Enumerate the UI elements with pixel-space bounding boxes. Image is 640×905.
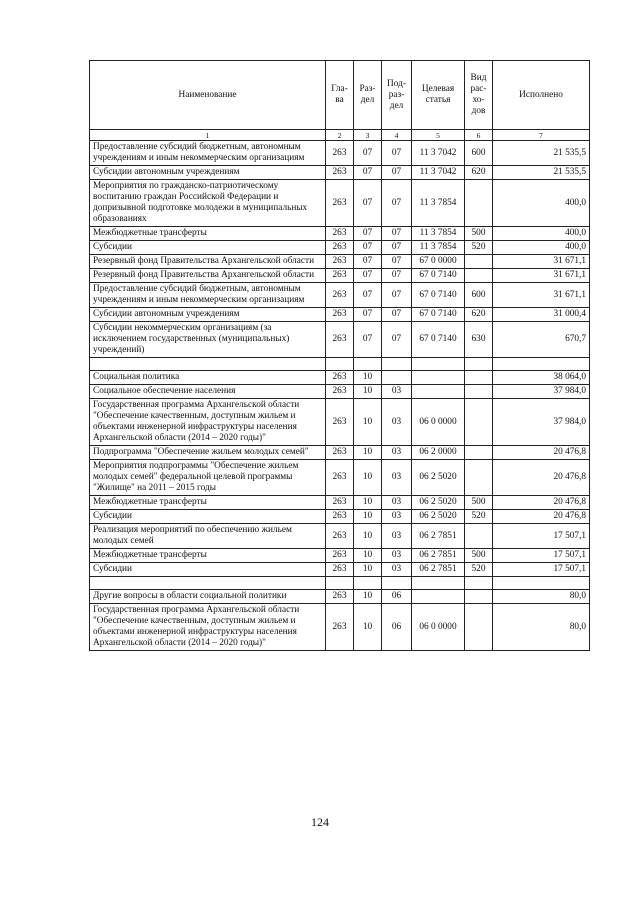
empty-cell [326,577,354,590]
empty-cell [326,358,354,371]
row-podrazdel: 03 [382,563,412,577]
row-razdel: 07 [354,255,382,269]
row-podrazdel: 03 [382,549,412,563]
row-glava: 263 [326,180,354,227]
row-amount: 20 476,8 [493,496,590,510]
row-razdel: 10 [354,446,382,460]
row-amount: 400,0 [493,180,590,227]
row-razdel: 10 [354,563,382,577]
row-target-article: 06 2 0000 [412,446,465,460]
row-razdel: 10 [354,385,382,399]
header-razdel: Раз- дел [354,61,382,130]
row-amount: 670,7 [493,322,590,358]
row-glava: 263 [326,283,354,308]
row-glava: 263 [326,255,354,269]
row-glava: 263 [326,371,354,385]
row-name: Государственная программа Архангельской области "Обеспечение качественным, доступным жильем и объектами инженерной инфраструктуры населения Архангельской области (2014 – 2020 годы)" [90,604,326,651]
row-target-article: 06 2 5020 [412,460,465,496]
row-name: Межбюджетные трансферты [90,496,326,510]
table-row [90,371,590,385]
row-expense-type: 600 [465,141,493,166]
budget-table [89,60,590,651]
row-amount: 21 535,5 [493,141,590,166]
row-amount: 20 476,8 [493,446,590,460]
row-podrazdel: 07 [382,241,412,255]
table-row [90,166,590,180]
row-glava: 263 [326,590,354,604]
row-razdel: 07 [354,241,382,255]
row-amount: 20 476,8 [493,460,590,496]
table-row [90,322,590,358]
row-podrazdel: 07 [382,180,412,227]
empty-cell [493,358,590,371]
row-glava: 263 [326,549,354,563]
row-target-article: 67 0 7140 [412,308,465,322]
row-podrazdel: 03 [382,510,412,524]
row-expense-type: 620 [465,166,493,180]
header-executed: Исполнено [493,61,590,130]
row-target-article: 06 2 5020 [412,510,465,524]
row-glava: 263 [326,446,354,460]
row-target-article: 06 2 7851 [412,563,465,577]
row-target-article: 06 2 7851 [412,524,465,549]
table-row [90,241,590,255]
row-razdel: 10 [354,549,382,563]
row-podrazdel: 03 [382,385,412,399]
header-row [90,61,590,130]
table-row [90,180,590,227]
column-number-row [90,130,590,141]
row-target-article: 67 0 7140 [412,283,465,308]
row-expense-type [465,399,493,446]
row-expense-type: 520 [465,563,493,577]
empty-cell [382,358,412,371]
empty-cell [354,577,382,590]
row-podrazdel: 06 [382,590,412,604]
row-name: Мероприятия по гражданско-патриотическому воспитанию граждан Российской Федерации и допризывной подготовке молодежи в муниципальных образованиях [90,180,326,227]
header-target: Целевая статья [412,61,465,130]
row-name: Социальная политика [90,371,326,385]
row-name: Межбюджетные трансферты [90,549,326,563]
table-body [90,141,590,651]
row-target-article: 67 0 7140 [412,269,465,283]
row-name: Реализация мероприятий по обеспечению жильем молодых семей [90,524,326,549]
row-podrazdel: 07 [382,166,412,180]
row-name: Межбюджетные трансферты [90,227,326,241]
row-amount: 31 671,1 [493,283,590,308]
row-razdel: 07 [354,269,382,283]
row-razdel: 07 [354,141,382,166]
row-razdel: 07 [354,166,382,180]
row-name: Резервный фонд Правительства Архангельской области [90,269,326,283]
row-glava: 263 [326,496,354,510]
table-row [90,524,590,549]
row-expense-type [465,446,493,460]
row-expense-type [465,460,493,496]
row-target-article [412,371,465,385]
column-number: 2 [326,130,354,141]
table-row [90,385,590,399]
row-target-article: 67 0 0000 [412,255,465,269]
row-podrazdel: 06 [382,604,412,651]
row-expense-type [465,180,493,227]
row-target-article: 11 3 7854 [412,227,465,241]
table-row [90,510,590,524]
row-amount: 31 671,1 [493,269,590,283]
row-expense-type: 600 [465,283,493,308]
row-expense-type [465,604,493,651]
row-glava: 263 [326,269,354,283]
table-row [90,460,590,496]
row-podrazdel: 07 [382,269,412,283]
header-vid: Вид рас- хо- дов [465,61,493,130]
empty-cell [493,577,590,590]
row-amount: 20 476,8 [493,510,590,524]
row-expense-type [465,590,493,604]
row-name: Подпрограмма "Обеспечение жильем молодых семей" [90,446,326,460]
row-name: Социальное обеспечение населения [90,385,326,399]
column-number: 7 [493,130,590,141]
row-podrazdel: 03 [382,524,412,549]
row-target-article: 11 3 7042 [412,141,465,166]
row-expense-type: 500 [465,549,493,563]
table-row [90,141,590,166]
empty-cell [465,577,493,590]
row-razdel: 07 [354,308,382,322]
row-expense-type: 520 [465,241,493,255]
row-name: Предоставление субсидий бюджетным, автономным учреждениям и иным некоммерческим организациям [90,283,326,308]
row-target-article: 06 0 0000 [412,399,465,446]
row-expense-type: 500 [465,496,493,510]
empty-cell [354,358,382,371]
row-glava: 263 [326,308,354,322]
row-target-article: 11 3 7854 [412,180,465,227]
row-target-article: 11 3 7042 [412,166,465,180]
row-glava: 263 [326,604,354,651]
row-glava: 263 [326,241,354,255]
row-name: Другие вопросы в области социальной политики [90,590,326,604]
row-razdel: 10 [354,590,382,604]
row-expense-type: 520 [465,510,493,524]
row-glava: 263 [326,166,354,180]
row-razdel: 10 [354,460,382,496]
row-razdel: 10 [354,371,382,385]
row-name: Резервный фонд Правительства Архангельской области [90,255,326,269]
header-glava: Гла- ва [326,61,354,130]
header-podrazdel: Под- раз- дел [382,61,412,130]
column-number: 1 [90,130,326,141]
row-glava: 263 [326,141,354,166]
row-amount: 37 984,0 [493,385,590,399]
row-target-article [412,590,465,604]
table-row [90,549,590,563]
row-name: Субсидии автономным учреждениям [90,308,326,322]
row-podrazdel: 07 [382,283,412,308]
row-amount: 17 507,1 [493,563,590,577]
empty-cell [382,577,412,590]
column-number: 3 [354,130,382,141]
header-name: Наименование [90,61,326,130]
row-razdel: 07 [354,180,382,227]
row-target-article: 67 0 7140 [412,322,465,358]
row-razdel: 07 [354,283,382,308]
empty-cell [90,358,326,371]
row-name: Предоставление субсидий бюджетным, автономным учреждениям и иным некоммерческим организациям [90,141,326,166]
row-amount: 21 535,5 [493,166,590,180]
row-target-article: 06 2 7851 [412,549,465,563]
row-podrazdel: 03 [382,399,412,446]
row-glava: 263 [326,563,354,577]
row-target-article: 06 0 0000 [412,604,465,651]
row-amount: 80,0 [493,604,590,651]
row-expense-type [465,255,493,269]
spacer-row [90,577,590,590]
empty-cell [412,577,465,590]
row-expense-type [465,269,493,283]
column-number: 5 [412,130,465,141]
row-expense-type [465,385,493,399]
row-glava: 263 [326,460,354,496]
table-row [90,590,590,604]
row-expense-type [465,524,493,549]
row-podrazdel: 03 [382,496,412,510]
row-expense-type [465,371,493,385]
row-glava: 263 [326,399,354,446]
row-amount: 400,0 [493,227,590,241]
column-number: 6 [465,130,493,141]
column-number: 4 [382,130,412,141]
table-row [90,399,590,446]
row-name: Субсидии некоммерческим организациям (за исключением государственных (муниципальных) учреждений) [90,322,326,358]
empty-cell [412,358,465,371]
row-razdel: 10 [354,604,382,651]
row-name: Субсидии [90,510,326,524]
table-row [90,227,590,241]
row-razdel: 10 [354,399,382,446]
row-amount: 17 507,1 [493,549,590,563]
row-razdel: 10 [354,510,382,524]
table-row [90,269,590,283]
row-podrazdel: 07 [382,255,412,269]
row-glava: 263 [326,510,354,524]
empty-cell [465,358,493,371]
table-row [90,563,590,577]
row-amount: 31 000,4 [493,308,590,322]
row-target-article: 06 2 5020 [412,496,465,510]
row-name: Субсидии автономным учреждениям [90,166,326,180]
row-razdel: 07 [354,322,382,358]
row-amount: 80,0 [493,590,590,604]
row-name: Мероприятия подпрограммы "Обеспечение жильем молодых семей" федеральной целевой программы "Жилище" на 2011 – 2015 годы [90,460,326,496]
row-podrazdel: 07 [382,308,412,322]
table-row [90,604,590,651]
row-amount: 17 507,1 [493,524,590,549]
row-amount: 37 984,0 [493,399,590,446]
empty-cell [90,577,326,590]
row-amount: 38 064,0 [493,371,590,385]
table-row [90,496,590,510]
page-number: 124 [311,815,329,829]
row-podrazdel: 03 [382,446,412,460]
row-expense-type: 620 [465,308,493,322]
table-row [90,308,590,322]
row-target-article: 11 3 7854 [412,241,465,255]
row-name: Государственная программа Архангельской области "Обеспечение качественным, доступным жильем и объектами инженерной инфраструктуры населения Архангельской области (2014 – 2020 годы)" [90,399,326,446]
row-razdel: 10 [354,524,382,549]
row-target-article [412,385,465,399]
row-glava: 263 [326,385,354,399]
row-name: Субсидии [90,241,326,255]
table-row [90,446,590,460]
row-name: Субсидии [90,563,326,577]
row-podrazdel: 07 [382,322,412,358]
row-podrazdel [382,371,412,385]
row-glava: 263 [326,322,354,358]
row-glava: 263 [326,227,354,241]
row-expense-type: 500 [465,227,493,241]
row-amount: 31 671,1 [493,255,590,269]
row-podrazdel: 03 [382,460,412,496]
row-amount: 400,0 [493,241,590,255]
row-podrazdel: 07 [382,141,412,166]
row-podrazdel: 07 [382,227,412,241]
spacer-row [90,358,590,371]
row-razdel: 10 [354,496,382,510]
table-row [90,255,590,269]
row-glava: 263 [326,524,354,549]
table-row [90,283,590,308]
row-expense-type: 630 [465,322,493,358]
row-razdel: 07 [354,227,382,241]
